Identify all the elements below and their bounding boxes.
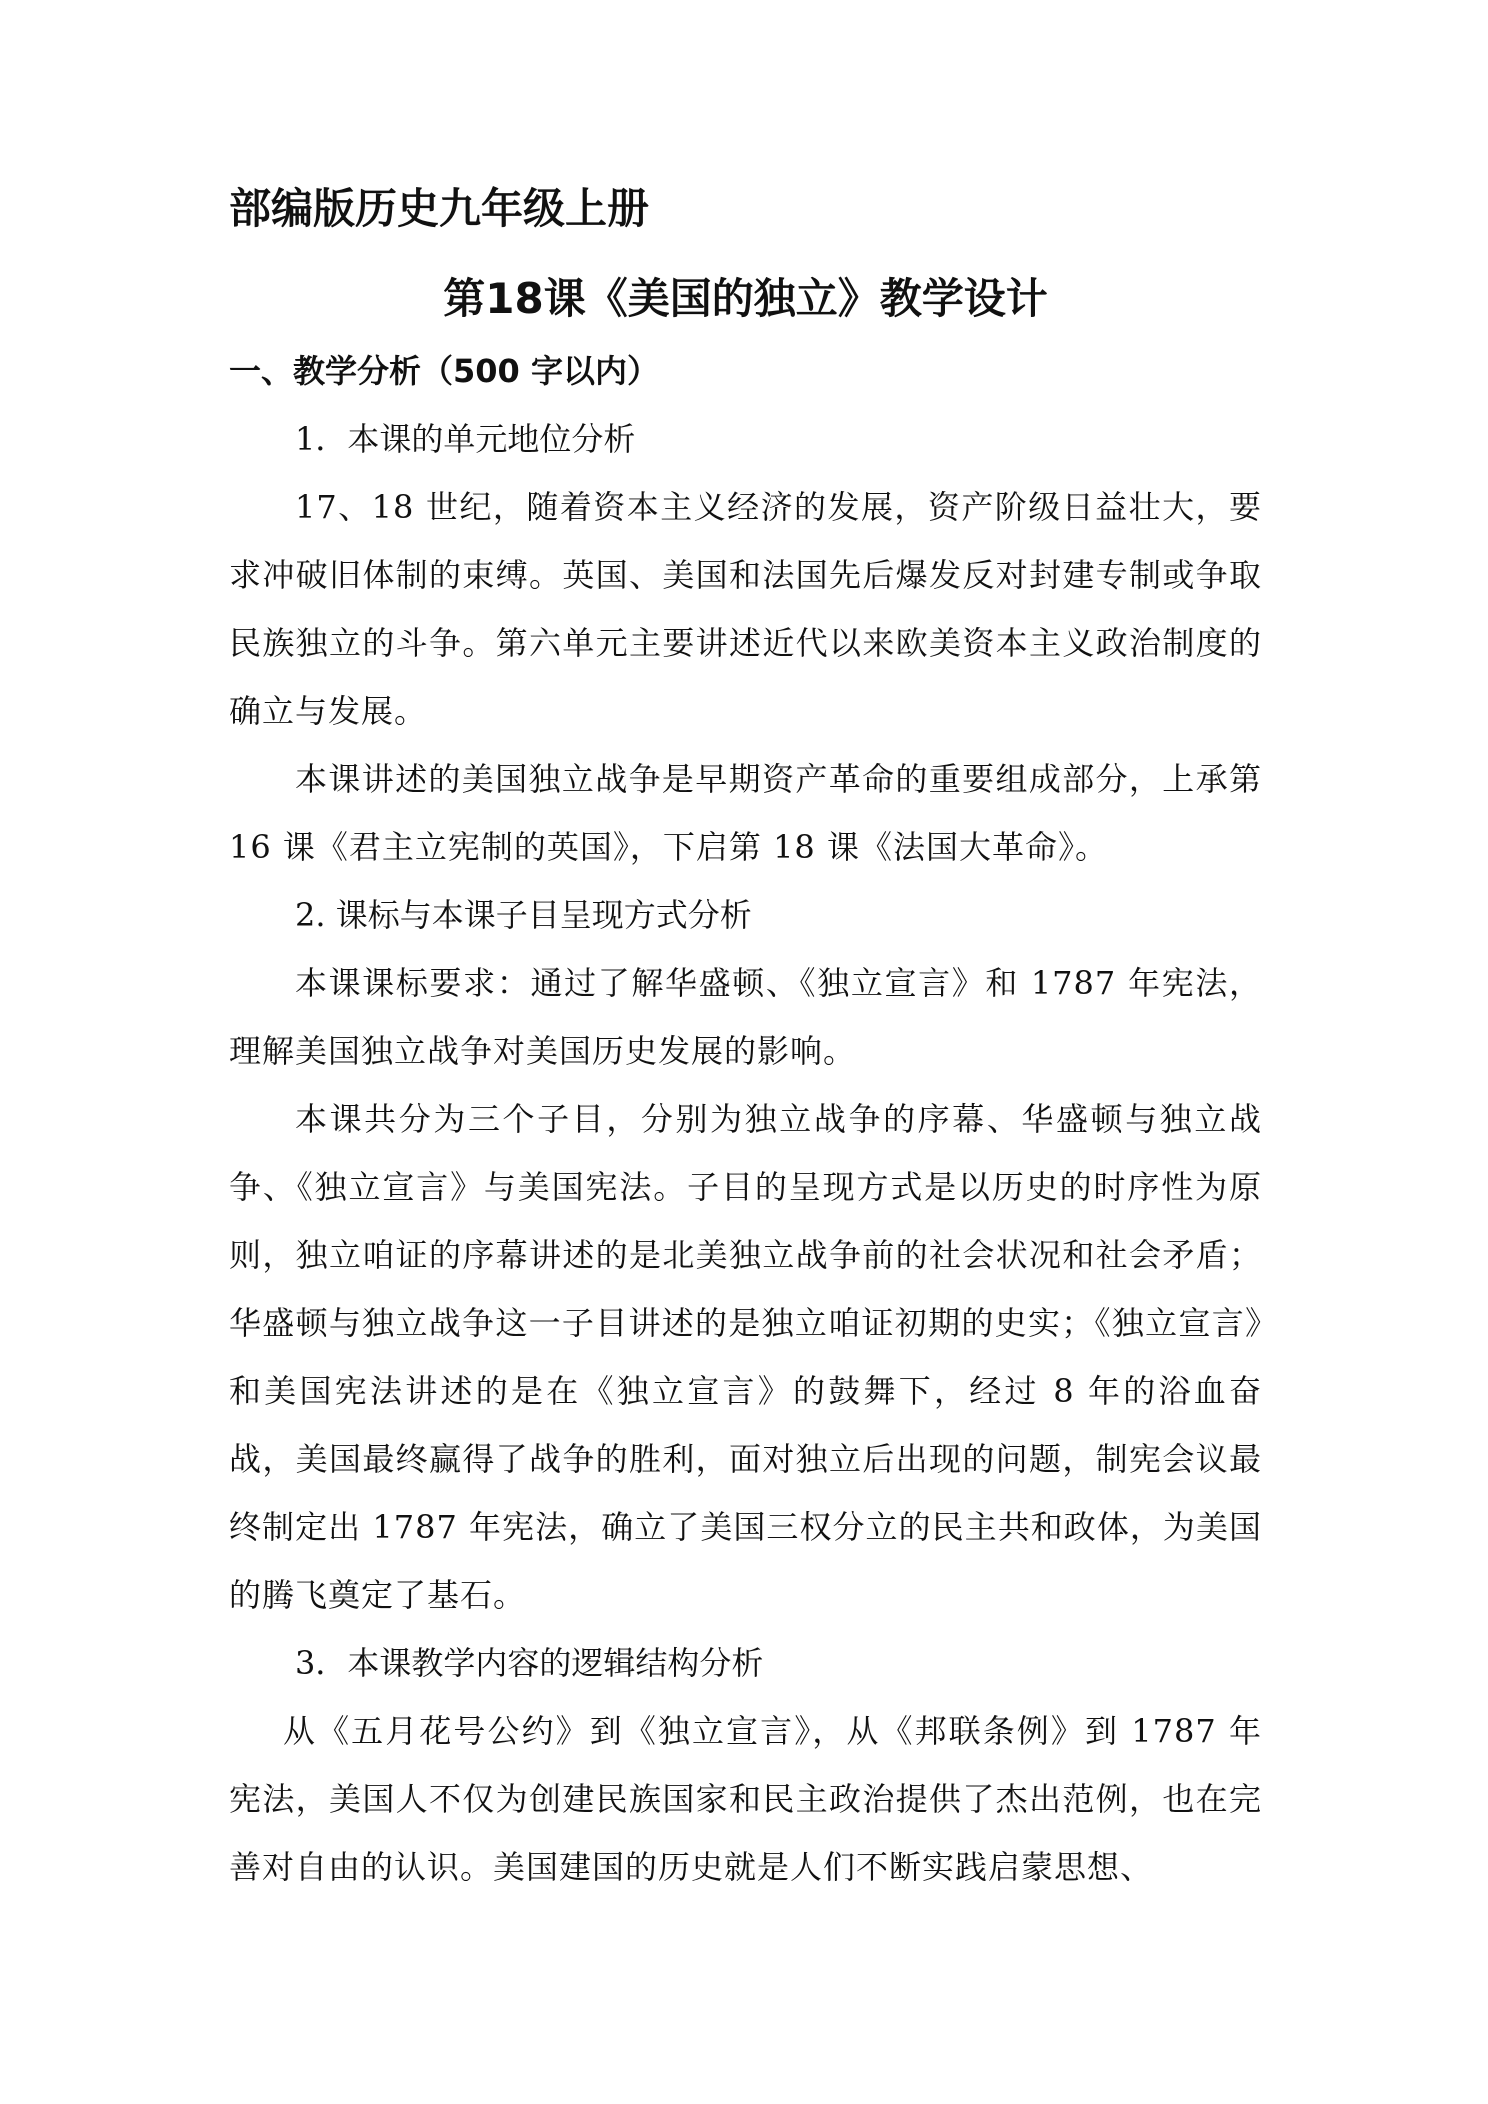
- paragraph-subtopic-presentation: 本课共分为三个子目，分别为独立战争的序幕、华盛顿与独立战争、《独立宣言》与美国宪法。子目的呈现方式是以历史的时序性为原则，独立咱证的序幕讲述的是北美独立战争前的社会状况和社会矛盾；华盛顿与独立战争这一子目讲述的是独立咱证初期的史实；《独立宣言》和美国宪法讲述的是在《独立宣言》的鼓舞下，经过 8 年的浴血奋战，美国最终赢得了战争的胜利，面对独立后出现的问题，制宪会议最终制定出 1787 年宪法，确立了美国三权分立的民主共和政体，为美国的腾飞奠定了基石。: [229, 1100, 1262, 1614]
- subheading-curriculum-standard: 2. 课标与本课子目呈现方式分析: [295, 896, 752, 934]
- document-body: [229, 175, 1262, 1901]
- paragraph-lesson-connection: 本课讲述的美国独立战争是早期资产革命的重要组成部分，上承第 16 课《君主立宪制的英国》，下启第 18 课《法国大革命》。: [229, 760, 1262, 866]
- subheading-unit-position: 1．本课的单元地位分析: [295, 420, 636, 458]
- paragraph-unit-background: 17、18 世纪，随着资本主义经济的发展，资产阶级日益壮大，要求冲破旧体制的束缚。英国、美国和法国先后爆发反对封建专制或争取民族独立的斗争。第六单元主要讲述近代以来欧美资本主义政治制度的确立与发展。: [229, 488, 1262, 730]
- book-title: 部编版历史九年级上册: [229, 184, 650, 233]
- subheading-logical-structure: 3．本课教学内容的逻辑结构分析: [295, 1644, 764, 1682]
- paragraph-logical-structure: 从《五月花号公约》到《独立宣言》，从《邦联条例》到 1787 年宪法，美国人不仅为创建民族国家和民主政治提供了杰出范例，也在完善对自由的认识。美国建国的历史就是人们不断实践启蒙思想、: [229, 1712, 1262, 1886]
- paragraph-curriculum-requirement: 本课课标要求：通过了解华盛顿、《独立宣言》和 1787 年宪法，理解美国独立战争对美国历史发展的影响。: [229, 964, 1262, 1070]
- section-heading-teaching-analysis: 一、教学分析（500 字以内）: [229, 352, 659, 390]
- lesson-title: 第18课《美国的独立》教学设计: [443, 274, 1048, 323]
